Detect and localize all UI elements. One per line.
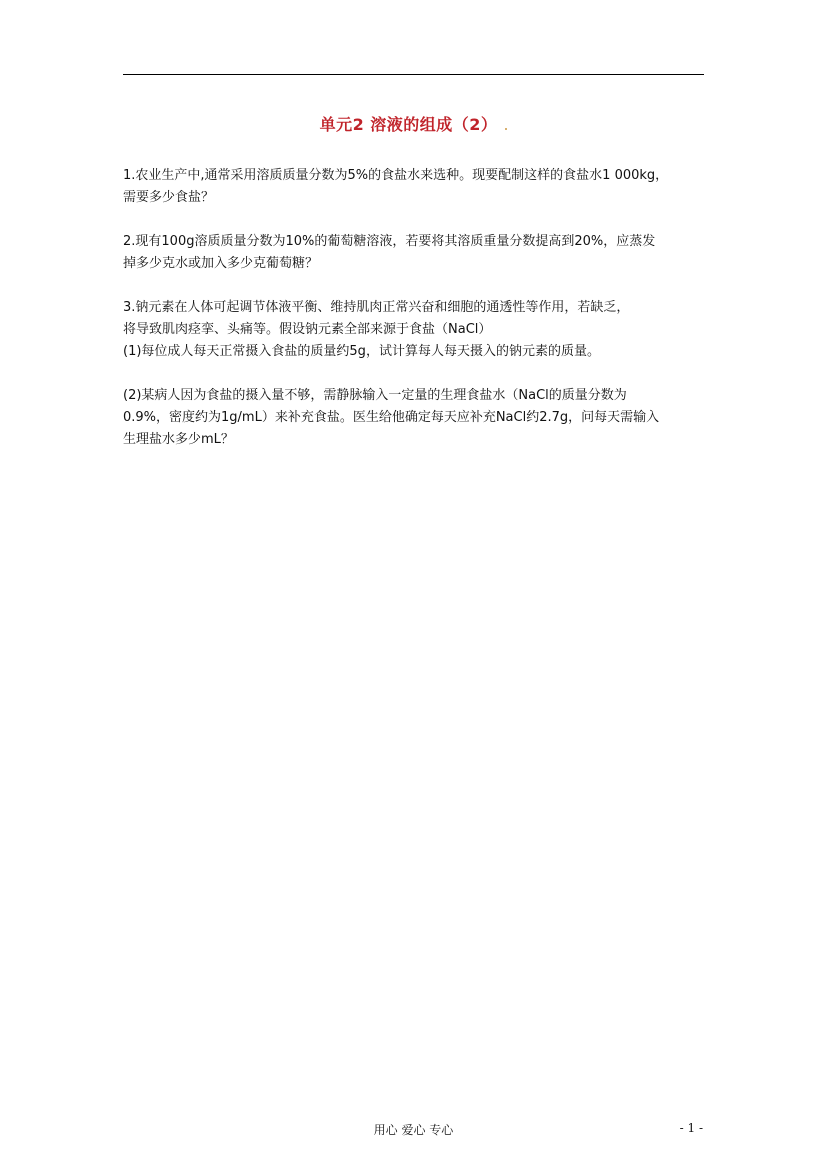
page-number: - 1 -	[679, 1121, 703, 1135]
footer-motto: 用心 爱心 专心	[373, 1123, 454, 1137]
question-3-line-2: 将导致肌肉痉挛、头痛等。假设钠元素全部来源于食盐（NaCl）	[123, 322, 492, 337]
question-list	[123, 165, 713, 451]
question-1	[123, 165, 713, 209]
title-mark	[505, 128, 507, 130]
question-3-line-3: (1)每位成人每天正常摄入食盐的质量约5g，试计算每人每天摄入的钠元素的质量。	[123, 344, 600, 359]
question-3	[123, 297, 713, 363]
question-1-line-1: 1.农业生产中,通常采用溶质质量分数为5%的食盐水来选种。现要配制这样的食盐水1 000kg，	[123, 168, 669, 183]
question-3-line-1: 3.钠元素在人体可起调节体液平衡、维持肌肉正常兴奋和细胞的通透性等作用，若缺乏，	[123, 300, 630, 315]
question-2-line-2: 掉多少克水或加入多少克葡萄糖？	[123, 256, 319, 271]
question-1-line-2: 需要多少食盐？	[123, 190, 215, 205]
page-title	[0, 112, 827, 135]
question-3-part-2-line-1: (2)某病人因为食盐的摄入量不够，需静脉输入一定量的生理食盐水（NaCl的质量分数为	[123, 388, 627, 403]
question-2-line-1: 2.现有100g溶质质量分数为10%的葡萄糖溶液，若要将其溶质重量分数提高到20%，应蒸发	[123, 234, 656, 249]
question-3-part-2	[123, 385, 713, 451]
question-3-part-2-line-2: 0.9%，密度约为1g/mL）来补充食盐。医生给他确定每天应补充NaCl约2.7g，问每天需输入	[123, 410, 660, 425]
title-text: 单元2 溶液的组成（2）	[319, 115, 498, 134]
header-rule	[123, 74, 704, 75]
question-3-part-2-line-3: 生理盐水多少mL？	[123, 432, 234, 447]
question-2	[123, 231, 713, 275]
